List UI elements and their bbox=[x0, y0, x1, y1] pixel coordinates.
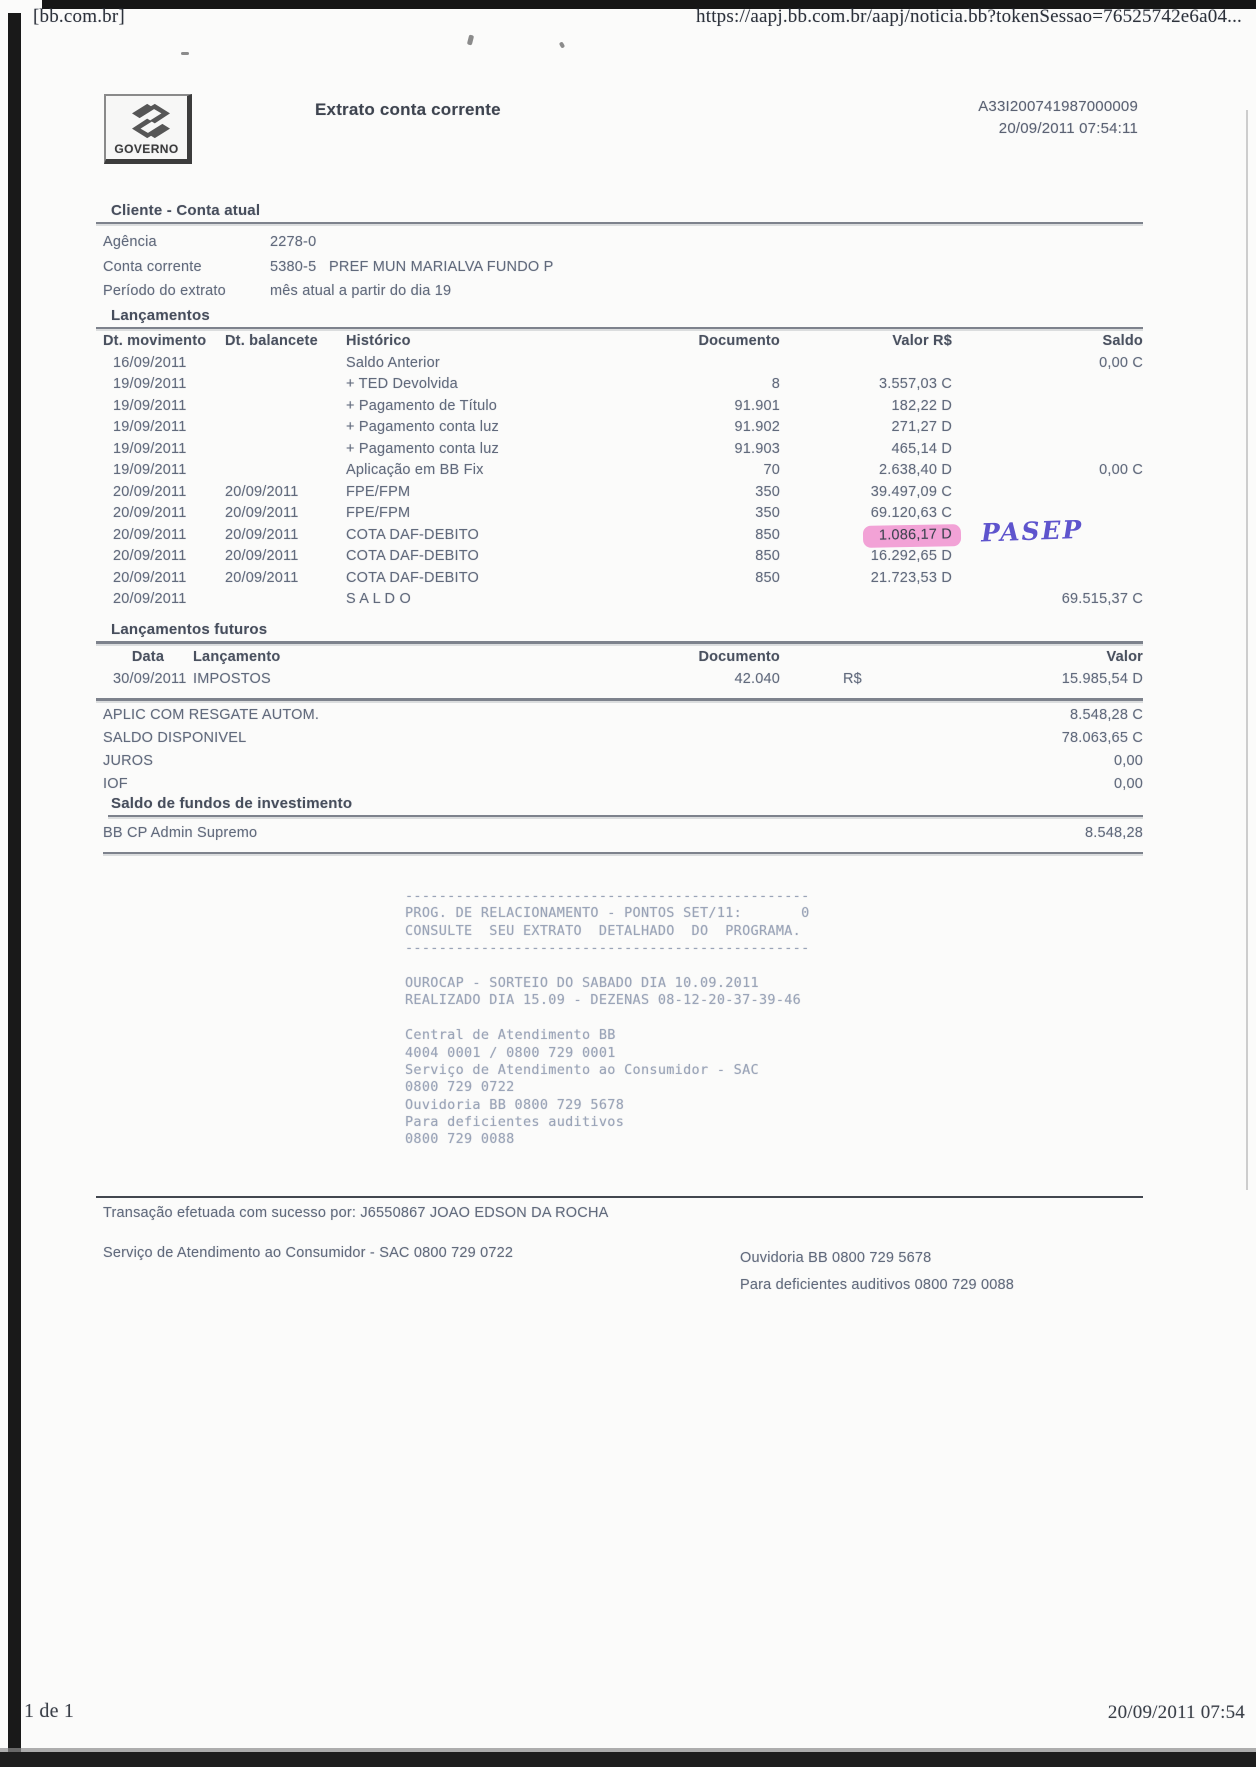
print-header bbox=[33, 6, 1242, 28]
cell-historico: + TED Devolvida bbox=[346, 376, 458, 392]
notice-line: Central de Atendimento BB bbox=[405, 1027, 616, 1044]
cell-documento bbox=[593, 589, 790, 611]
cell-dt-movimento: 19/09/2011 bbox=[113, 419, 187, 435]
notice-line: Ouvidoria BB 0800 729 5678 bbox=[405, 1096, 625, 1113]
client-info-rows bbox=[103, 230, 1143, 304]
summary-value: 0,00 bbox=[1113, 753, 1143, 769]
summary-label: JUROS bbox=[103, 753, 154, 769]
cell-valor: 465,14 D bbox=[891, 440, 952, 457]
col-historico: Histórico bbox=[346, 333, 411, 349]
notice-line: Para deficientes auditivos bbox=[405, 1114, 625, 1131]
transaction-row bbox=[103, 568, 1143, 590]
transaction-row bbox=[103, 460, 1143, 482]
cell-valor: 39.497,09 C bbox=[870, 483, 952, 500]
summary-row bbox=[103, 704, 1143, 727]
section-divider bbox=[96, 327, 1143, 329]
future-entry-row bbox=[103, 668, 1143, 690]
scan-speck bbox=[559, 41, 565, 48]
cell-documento: 70 bbox=[763, 462, 780, 478]
cell-dt-movimento: 19/09/2011 bbox=[113, 376, 187, 392]
cell-dt-balancete: 20/09/2011 bbox=[225, 548, 299, 564]
cell-valor: 21.723,53 D bbox=[870, 569, 952, 586]
transactions-header bbox=[103, 331, 1143, 353]
cell-dt-movimento: 19/09/2011 bbox=[113, 440, 187, 457]
summary-row bbox=[103, 750, 1143, 773]
cell-documento: 850 bbox=[755, 548, 780, 564]
transaction-row bbox=[103, 482, 1143, 504]
fund-value: 8.548,28 bbox=[1084, 825, 1143, 841]
cell-historico: + Pagamento de Título bbox=[346, 397, 498, 414]
notice-line bbox=[405, 958, 810, 975]
cell-valor: 69.120,63 C bbox=[870, 505, 952, 521]
summary-row bbox=[103, 773, 1143, 796]
cell-saldo bbox=[958, 417, 1143, 439]
section-transactions bbox=[103, 307, 1143, 611]
client-info-row bbox=[103, 255, 1143, 280]
cell-dt-movimento: 20/09/2011 bbox=[113, 526, 187, 543]
print-footer-page: 1 de 1 bbox=[24, 1700, 75, 1722]
logo-label: GOVERNO bbox=[114, 142, 179, 156]
cell-historico: + Pagamento conta luz bbox=[346, 419, 499, 435]
transaction-row bbox=[103, 417, 1143, 439]
notice-line: REALIZADO DIA 15.09 - DEZENAS 08-12-20-37-39-46 bbox=[405, 992, 802, 1009]
cell-dt-balancete bbox=[215, 460, 338, 482]
col-dt-balancete: Dt. balancete bbox=[225, 333, 318, 349]
cell-dt-movimento: 20/09/2011 bbox=[113, 548, 187, 564]
contact-auditivos: Para deficientes auditivos 0800 729 0088 bbox=[740, 1277, 1015, 1293]
footer-divider bbox=[96, 1196, 1143, 1198]
fund-label: BB CP Admin Supremo bbox=[103, 825, 258, 841]
handwritten-annotation: PASEP bbox=[980, 514, 1084, 547]
summary-rows bbox=[103, 704, 1143, 796]
cell-saldo: 0,00 C bbox=[1099, 354, 1143, 371]
cell-valor bbox=[790, 525, 958, 547]
print-header-site: [bb.com.br] bbox=[33, 6, 125, 27]
cell-dt-balancete bbox=[215, 589, 338, 611]
section-funds bbox=[103, 795, 1143, 854]
cell-saldo bbox=[958, 374, 1143, 396]
cell-saldo: 69.515,37 C bbox=[1061, 591, 1143, 607]
cell-dt-balancete bbox=[215, 439, 338, 461]
notice-line: PROG. DE RELACIONAMENTO - PONTOS SET/11: 0 bbox=[405, 905, 810, 922]
scan-edge-bottom bbox=[0, 1752, 1256, 1767]
fund-row bbox=[103, 822, 1143, 844]
cell-documento bbox=[593, 353, 790, 375]
section-client bbox=[103, 202, 1143, 304]
section-title-funds: Saldo de fundos de investimento bbox=[111, 795, 353, 812]
cell-historico: Aplicação em BB Fix bbox=[346, 462, 484, 478]
future-rows bbox=[103, 668, 1143, 690]
cell-dt-balancete bbox=[215, 353, 338, 375]
summary-label: APLIC COM RESGATE AUTOM. bbox=[103, 707, 320, 723]
cell-dt-balancete: 20/09/2011 bbox=[225, 569, 299, 586]
section-divider bbox=[96, 641, 1143, 644]
client-info-value: 5380-5 PREF MUN MARIALVA FUNDO P bbox=[270, 258, 554, 275]
cell-documento: 350 bbox=[755, 505, 780, 521]
cell-historico: FPE/FPM bbox=[346, 505, 411, 521]
cell-dt-movimento: 20/09/2011 bbox=[113, 505, 187, 521]
cell-saldo bbox=[958, 396, 1143, 418]
client-info-label: Agência bbox=[103, 234, 157, 250]
section-divider bbox=[108, 815, 1143, 817]
cell-dt-balancete: 20/09/2011 bbox=[225, 505, 299, 521]
cell-documento: 91.901 bbox=[734, 397, 780, 414]
funds-rows bbox=[103, 822, 1143, 844]
client-info-value: mês atual a partir do dia 19 bbox=[270, 283, 452, 299]
cell-saldo: 0,00 C bbox=[1099, 462, 1143, 478]
cell-valor: 15.985,54 D bbox=[1061, 671, 1143, 687]
cell-dt-movimento: 16/09/2011 bbox=[113, 354, 187, 371]
section-divider bbox=[96, 698, 1143, 701]
notice-line bbox=[405, 1010, 810, 1027]
cell-historico: COTA DAF-DEBITO bbox=[346, 569, 479, 586]
page-title: Extrato conta corrente bbox=[315, 100, 501, 119]
transaction-row bbox=[103, 589, 1143, 611]
cell-valor bbox=[790, 589, 958, 611]
cell-documento: 850 bbox=[755, 526, 780, 543]
scan-paper-edge bbox=[1246, 110, 1248, 1190]
col-valor: Valor bbox=[1106, 649, 1143, 665]
highlighted-value: 1.086,17 D bbox=[863, 524, 961, 547]
col-lancamento: Lançamento bbox=[193, 649, 281, 665]
cell-data: 30/09/2011 bbox=[113, 671, 187, 687]
cell-dt-balancete bbox=[215, 374, 338, 396]
summary-value: 8.548,28 C bbox=[1070, 707, 1143, 723]
section-divider bbox=[96, 222, 1143, 224]
bank-logo-box bbox=[104, 94, 192, 164]
contact-right-block bbox=[740, 1245, 1014, 1299]
system-notices bbox=[405, 888, 810, 1149]
scan-speck bbox=[467, 35, 474, 46]
cell-dt-movimento: 20/09/2011 bbox=[113, 591, 187, 607]
cell-historico: COTA DAF-DEBITO bbox=[346, 548, 479, 564]
cell-valor bbox=[790, 353, 958, 375]
notice-line: 0800 729 0088 bbox=[405, 1131, 515, 1148]
cell-valor: 271,27 D bbox=[891, 419, 952, 435]
transaction-row bbox=[103, 353, 1143, 375]
cell-dt-balancete bbox=[215, 396, 338, 418]
scan-edge-left bbox=[8, 13, 21, 1753]
section-title-future: Lançamentos futuros bbox=[111, 621, 268, 638]
print-footer-timestamp: 20/09/2011 07:54 bbox=[1107, 1702, 1245, 1723]
cell-valor: 2.638,40 D bbox=[879, 462, 952, 478]
col-moeda bbox=[790, 646, 910, 668]
document-code-block bbox=[978, 96, 1138, 140]
scan-speck bbox=[181, 52, 189, 55]
cell-saldo bbox=[958, 546, 1143, 568]
cell-dt-balancete: 20/09/2011 bbox=[225, 483, 299, 500]
notice-line: 4004 0001 / 0800 729 0001 bbox=[405, 1044, 616, 1061]
notice-line: ------------------------------------------------ bbox=[405, 940, 810, 957]
transactions-rows bbox=[103, 353, 1143, 611]
cell-saldo bbox=[958, 439, 1143, 461]
section-title-transactions: Lançamentos bbox=[111, 307, 210, 324]
client-info-row bbox=[103, 279, 1143, 304]
cell-documento: 91.903 bbox=[734, 440, 780, 457]
transaction-row bbox=[103, 396, 1143, 418]
section-summary bbox=[103, 704, 1143, 796]
cell-dt-balancete: 20/09/2011 bbox=[225, 526, 299, 543]
transaction-row bbox=[103, 546, 1143, 568]
transaction-row bbox=[103, 374, 1143, 396]
transaction-row bbox=[103, 514, 1143, 547]
future-header bbox=[103, 646, 1143, 668]
notice-line: CONSULTE SEU EXTRATO DETALHADO DO PROGRAMA. bbox=[405, 922, 802, 939]
notice-line: 0800 729 0722 bbox=[405, 1079, 515, 1096]
document-code: A33I200741987000009 bbox=[978, 98, 1138, 115]
cell-documento: 42.040 bbox=[734, 671, 780, 687]
transaction-confirmation: Transação efetuada com sucesso por: J6550867 JOAO EDSON DA ROCHA bbox=[103, 1205, 609, 1221]
summary-row bbox=[103, 727, 1143, 750]
col-dt-movimento: Dt. movimento bbox=[103, 333, 207, 349]
cell-valor: 182,22 D bbox=[891, 397, 952, 414]
col-documento: Documento bbox=[698, 333, 780, 349]
cell-moeda: R$ bbox=[843, 671, 862, 687]
cell-documento: 850 bbox=[755, 569, 780, 586]
summary-label: IOF bbox=[103, 776, 128, 792]
client-info-row bbox=[103, 230, 1143, 255]
cell-historico: Saldo Anterior bbox=[346, 354, 440, 371]
notice-line: Serviço de Atendimento ao Consumidor - SAC bbox=[405, 1061, 759, 1078]
cell-dt-balancete bbox=[215, 417, 338, 439]
summary-value: 78.063,65 C bbox=[1061, 730, 1143, 746]
cell-saldo bbox=[958, 568, 1143, 590]
client-info-value: 2278-0 bbox=[270, 234, 317, 250]
cell-dt-movimento: 20/09/2011 bbox=[113, 483, 187, 500]
print-header-url: https://aapj.bb.com.br/aapj/noticia.bb?tokenSessao=76525742e6a04... bbox=[696, 6, 1242, 27]
cell-historico: FPE/FPM bbox=[346, 483, 411, 500]
section-future-entries bbox=[103, 621, 1143, 701]
generated-timestamp: 20/09/2011 07:54:11 bbox=[998, 120, 1138, 137]
notice-line: OUROCAP - SORTEIO DO SABADO DIA 10.09.2011 bbox=[405, 974, 759, 991]
cell-dt-movimento: 19/09/2011 bbox=[113, 397, 187, 414]
col-valor: Valor R$ bbox=[892, 333, 952, 349]
contact-ouvidoria: Ouvidoria BB 0800 729 5678 bbox=[740, 1250, 932, 1266]
transaction-row bbox=[103, 439, 1143, 461]
col-saldo: Saldo bbox=[1102, 333, 1143, 349]
cell-documento: 91.902 bbox=[734, 419, 780, 435]
cell-documento: 350 bbox=[755, 483, 780, 500]
client-info-label: Período do extrato bbox=[103, 283, 226, 299]
cell-historico: + Pagamento conta luz bbox=[346, 440, 499, 457]
cell-saldo bbox=[958, 482, 1143, 504]
summary-label: SALDO DISPONIVEL bbox=[103, 730, 247, 746]
cell-dt-movimento: 19/09/2011 bbox=[113, 462, 187, 478]
section-title-client: Cliente - Conta atual bbox=[111, 202, 261, 219]
cell-historico: COTA DAF-DEBITO bbox=[346, 526, 479, 543]
cell-valor: 16.292,65 D bbox=[870, 548, 952, 564]
cell-valor: 3.557,03 C bbox=[879, 376, 952, 392]
contact-sac: Serviço de Atendimento ao Consumidor - SAC 0800 729 0722 bbox=[103, 1245, 514, 1261]
client-info-label: Conta corrente bbox=[103, 258, 202, 275]
cell-dt-movimento: 20/09/2011 bbox=[113, 569, 187, 586]
col-documento: Documento bbox=[698, 649, 780, 665]
cell-lancamento: IMPOSTOS bbox=[193, 671, 271, 687]
summary-value: 0,00 bbox=[1113, 776, 1143, 792]
cell-documento: 8 bbox=[771, 376, 780, 392]
section-divider bbox=[103, 852, 1143, 854]
notice-line: ------------------------------------------------ bbox=[405, 888, 810, 904]
cell-historico: S A L D O bbox=[346, 591, 411, 607]
col-data: Data bbox=[131, 649, 165, 665]
